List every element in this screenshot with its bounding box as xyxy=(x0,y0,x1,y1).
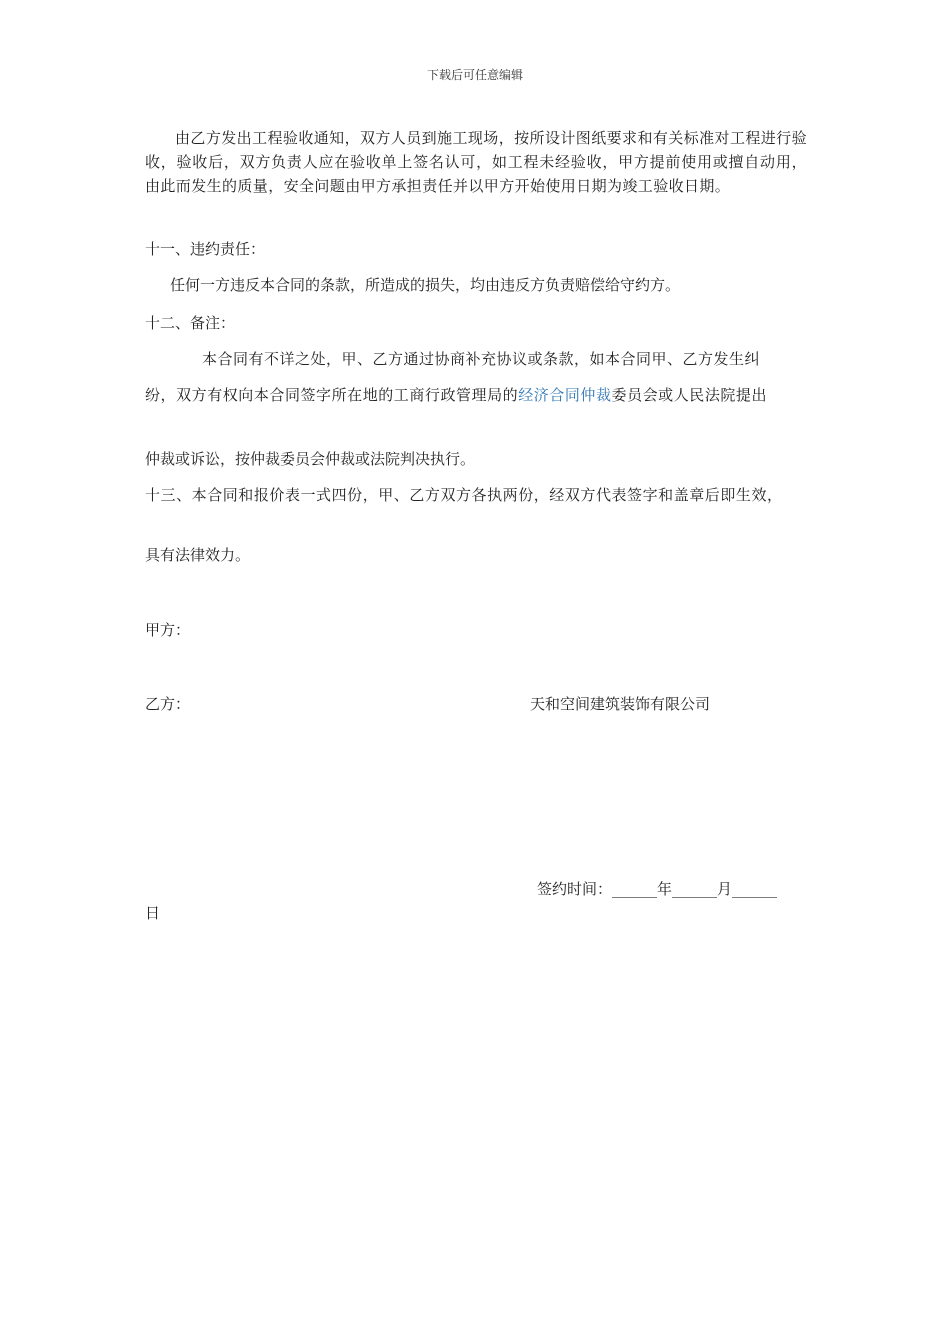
section-12-line-3: 仲裁或诉讼，按仲裁委员会仲裁或法院判决执行。 xyxy=(145,450,476,468)
section-12-line-2-start: 纷，双方有权向本合同签字所在地的工商行政管理局的 xyxy=(145,386,519,404)
section-12-line-1: 本合同有不详之处，甲、乙方通过协商补充协议或条款，如本合同甲、乙方发生纠 xyxy=(202,350,761,368)
section-12-line-2 xyxy=(145,383,807,407)
section-11-body: 任何一方违反本合同的条款，所造成的损失，均由违反方负责赔偿给守约方。 xyxy=(170,276,681,294)
section-13-continuation: 具有法律效力。 xyxy=(145,546,251,564)
party-b-company: 天和空间建筑装饰有限公司 xyxy=(530,695,711,713)
sign-date: 签约时间：______年______月______ xyxy=(537,880,778,898)
sign-date-day: 日 xyxy=(145,904,161,922)
page-header: 下载后可任意编辑 xyxy=(426,68,523,82)
party-a-label: 甲方： xyxy=(145,621,191,639)
section-12-heading: 十二、备注： xyxy=(145,314,236,332)
section-13-text: 十三、本合同和报价表一式四份，甲、乙方双方各执两份，经双方代表签字和盖章后即生效， xyxy=(145,486,783,504)
section-12-line-2-end: 委员会或人民法院提出 xyxy=(611,386,768,404)
party-b-label: 乙方： xyxy=(145,695,191,713)
arbitration-link[interactable]: 经济合同仲裁 xyxy=(518,386,612,404)
acceptance-paragraph: 由乙方发出工程验收通知，双方人员到施工现场，按所设计图纸要求和有关标准对工程进行验收，验收后，双方负责人应在验收单上签名认可，如工程未经验收，甲方提前使用或擅自动用，由此而发生的质量，安全问题由甲方承担责任并以甲方开始使用日期为竣工验收日期。 xyxy=(145,129,807,195)
section-11-heading: 十一、违约责任： xyxy=(145,240,266,258)
